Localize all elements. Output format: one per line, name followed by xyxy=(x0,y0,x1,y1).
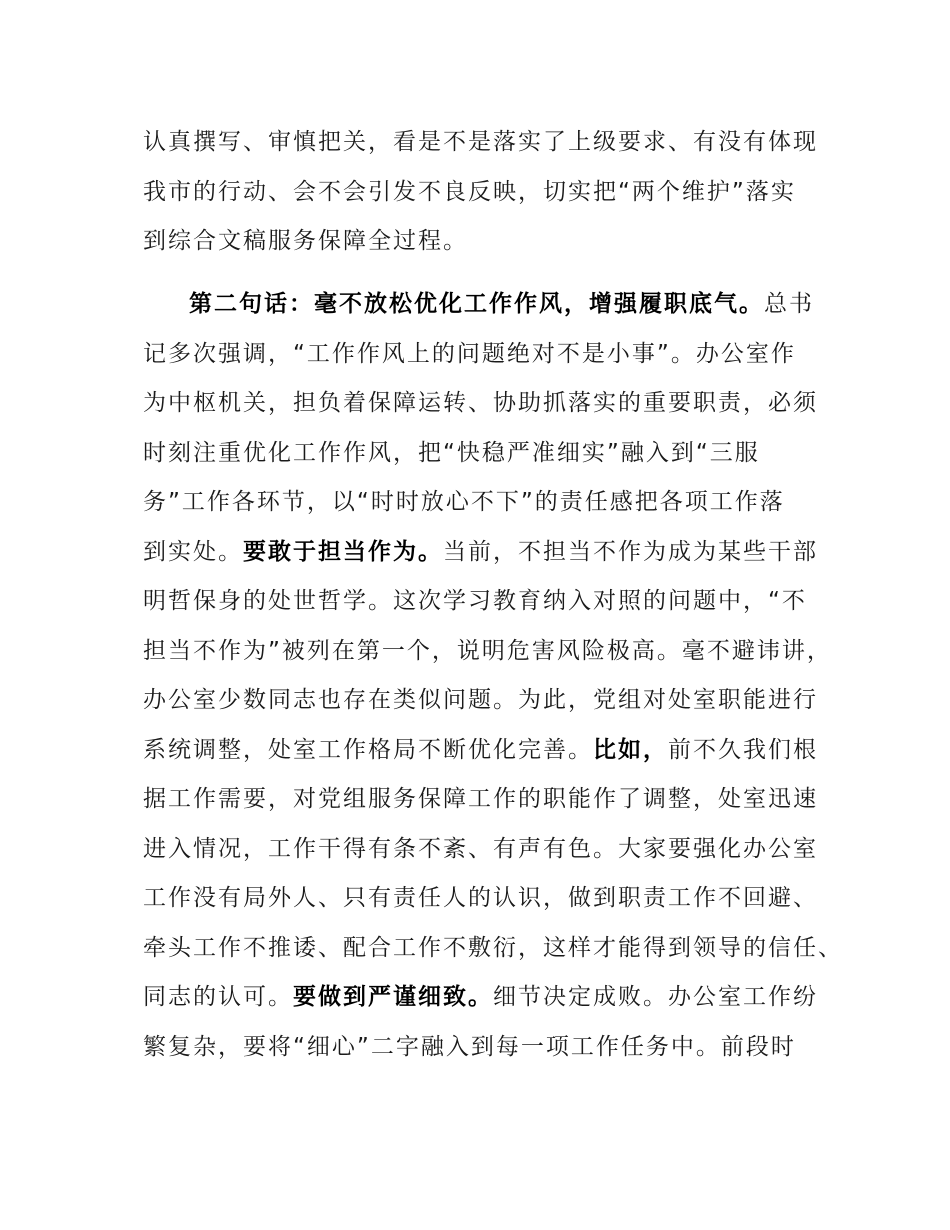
text-segment: 系统调整，处室工作格局不断优化完善。 xyxy=(143,736,593,763)
text-line xyxy=(143,676,823,726)
text-segment: 繁复杂，要将“细心”二字融入到每一项工作任务中。前段时 xyxy=(143,1033,796,1060)
text-line xyxy=(143,627,832,677)
text-segment: 担当不作为”被列在第一个，说明危害风险极高。毫不避讳讲， xyxy=(143,637,832,664)
text-segment: 务”工作各环节，以“时时放心不下”的责任感把各项工作落 xyxy=(143,489,785,515)
text-line xyxy=(143,924,843,974)
text-line: 到综合文稿服务保障全过程。 xyxy=(143,228,468,254)
bold-text-segment: 比如， xyxy=(593,736,668,763)
text-segment: 总书 xyxy=(764,291,814,317)
text-segment: 办公室少数同志也存在类似问题。为此，党组对处室职能进行 xyxy=(143,687,818,713)
text-line xyxy=(143,874,823,924)
text-segment: 到实处。 xyxy=(143,538,243,565)
text-segment: 牵头工作不推诿、配合工作不敷衍，这样才能得到领导的信任、 xyxy=(143,934,843,961)
text-segment: 时刻注重优化工作作风，把“快稳严准细实”融入到“三服 xyxy=(143,439,760,466)
text-line xyxy=(143,478,823,528)
text-line xyxy=(143,973,823,1023)
text-line xyxy=(143,775,823,825)
text-segment: 明哲保身的处世哲学。这次学习教育纳入对照的问题中，“不 xyxy=(143,588,807,614)
text-segment: 据工作需要，对党组服务保障工作的职能作了调整，处室迅速 xyxy=(143,786,818,812)
text-line: 我市的行动、会不会引发不良反映，切实把“两个维护”落实 xyxy=(143,178,796,205)
text-line xyxy=(143,577,823,627)
text-line xyxy=(143,726,823,776)
text-line xyxy=(143,528,823,578)
bold-text-segment: 第二句话：毫不放松优化工作作风，增强履职底气。 xyxy=(189,291,764,317)
text-segment: 细节决定成败。办公室工作纷 xyxy=(493,984,818,1010)
text-line: 认真撰写、审慎把关，看是不是落实了上级要求、有没有体现 xyxy=(143,129,818,155)
text-line xyxy=(143,330,823,380)
text-line xyxy=(143,280,823,330)
text-segment: 当前，不担当不作为成为某些干部 xyxy=(443,538,818,565)
bold-text-segment: 要敢于担当作为。 xyxy=(243,538,443,565)
text-line xyxy=(143,1023,823,1073)
text-line xyxy=(143,429,823,479)
paragraph-1 xyxy=(143,118,823,267)
bold-text-segment: 要做到严谨细致。 xyxy=(293,984,493,1010)
text-segment: 记多次强调，“工作作风上的问题绝对不是小事”。办公室作 xyxy=(143,340,796,367)
text-line xyxy=(143,825,823,875)
paragraph-2 xyxy=(143,280,843,1072)
text-segment: 为中枢机关，担负着保障运转、协助抓落实的重要职责，必须 xyxy=(143,390,818,416)
text-segment: 同志的认可。 xyxy=(143,984,293,1010)
text-segment: 工作没有局外人、只有责任人的认识，做到职责工作不回避、 xyxy=(143,885,818,911)
text-segment: 前不久我们根 xyxy=(668,736,818,763)
text-segment: 进入情况，工作干得有条不紊、有声有色。大家要强化办公室 xyxy=(143,835,818,862)
text-line xyxy=(143,379,823,429)
